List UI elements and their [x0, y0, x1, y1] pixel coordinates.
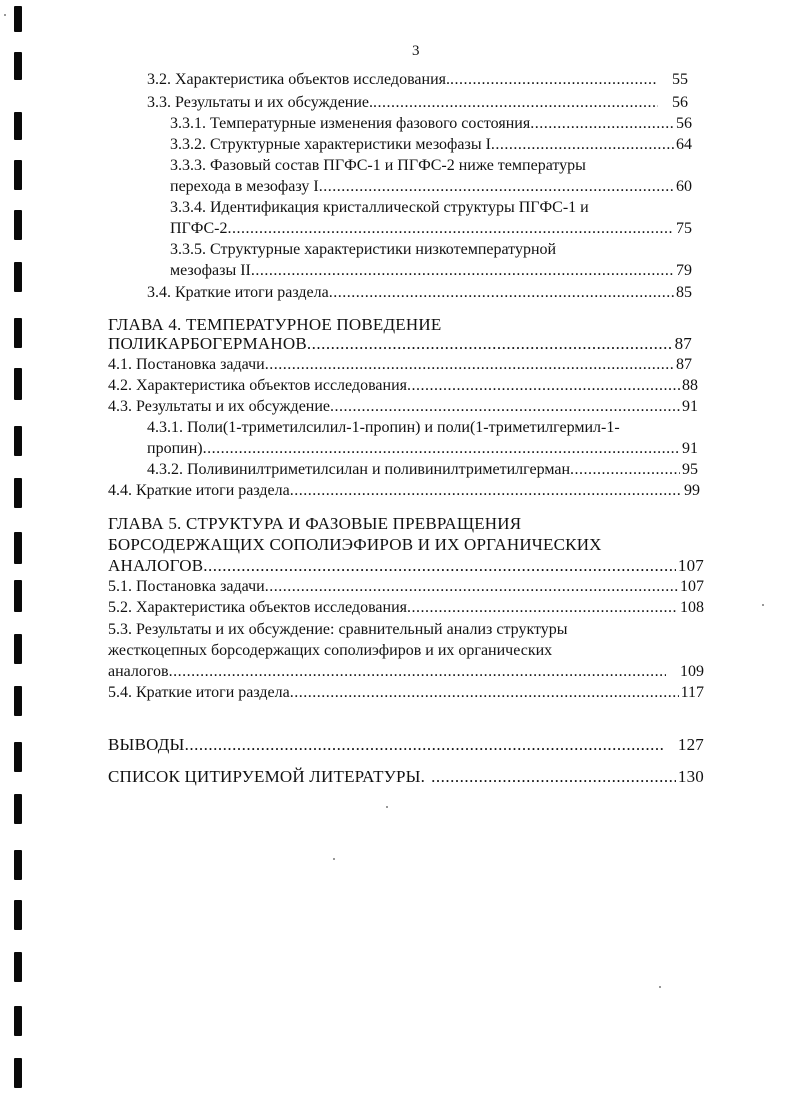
- toc-entry: [108, 661, 704, 682]
- dot-leader: [425, 766, 676, 787]
- toc-entry-page: 55: [672, 71, 688, 88]
- toc-entry-line1: 4.3.1. Поли(1-триметилсилил-1-пропин) и поли(1-триметилгермил-1-: [147, 419, 620, 436]
- chapter-heading-line1: ГЛАВА 4. ТЕМПЕРАТУРНОЕ ПОВЕДЕНИЕ: [108, 315, 442, 334]
- toc-entry-title: ПОЛИКАРБОГЕРМАНОВ: [108, 334, 307, 353]
- dot-leader: [203, 438, 680, 459]
- toc-entry-line1: 3.3.5. Структурные характеристики низкотемпературной: [170, 241, 557, 258]
- toc-entry: [147, 92, 688, 113]
- chapter-heading-line1: ГЛАВА 5. СТРУКТУРА И ФАЗОВЫЕ ПРЕВРАЩЕНИЯ: [108, 514, 522, 533]
- dot-leader: [290, 682, 679, 703]
- toc-entry-page: 91: [682, 440, 698, 457]
- toc-entry: [108, 734, 704, 755]
- toc-entry-title: ВЫВОДЫ: [108, 735, 185, 754]
- toc-entry: [108, 555, 704, 576]
- toc-entry-page: 91: [682, 398, 698, 415]
- toc-entry: [147, 438, 698, 459]
- toc-entry-page: 56: [672, 94, 688, 111]
- toc-entry-title: ПГФС-2: [170, 220, 228, 237]
- toc-entry-title: пропин): [147, 440, 203, 457]
- dot-leader: [169, 661, 666, 682]
- toc-entry-title: 4.4. Краткие итоги раздела: [108, 482, 290, 499]
- toc-entry-page: 79: [676, 262, 692, 279]
- toc-entry: [108, 480, 700, 501]
- toc-entry-title: 4.2. Характеристика объектов исследования: [108, 377, 407, 394]
- toc-entry-page: 85: [676, 284, 692, 301]
- toc-entry-page: 60: [676, 178, 692, 195]
- toc-entry-page: 87: [676, 356, 692, 373]
- toc-entry-title: 4.3. Результаты и их обсуждение: [108, 398, 331, 415]
- toc-entry-page: 107: [680, 578, 704, 595]
- dot-leader: [450, 69, 658, 90]
- toc-entry: [108, 354, 692, 375]
- toc-entry-page: 127: [677, 735, 704, 754]
- dot-leader: [251, 260, 674, 281]
- toc-entry: [170, 113, 692, 134]
- toc-entry: [108, 576, 704, 597]
- toc-entry-page: 130: [677, 767, 704, 786]
- chapter-heading-line2: БОРСОДЕРЖАЩИХ СОПОЛИЭФИРОВ И ИХ ОРГАНИЧЕСКИХ: [108, 535, 602, 554]
- toc-entry-title: 4.1. Постановка задачи: [108, 356, 265, 373]
- toc-entry-title: 3.3.1. Температурные изменения фазового состояния: [170, 115, 531, 132]
- toc-entry: [147, 459, 698, 480]
- toc-entry-line1: 3.3.3. Фазовый состав ПГФС-1 и ПГФС-2 ниже температуры: [170, 157, 586, 174]
- toc-entry: [108, 396, 698, 417]
- toc-entry-title: 3.2. Характеристика объектов исследования.: [147, 71, 450, 88]
- toc-entry-page: 107: [677, 556, 704, 575]
- toc-entry-title: 5.2. Характеристика объектов исследования: [108, 599, 407, 616]
- toc-entry-line1: 5.3. Результаты и их обсуждение: сравнительный анализ структуры: [108, 621, 568, 638]
- toc-entry-page: 95: [682, 461, 698, 478]
- toc-entry: [147, 282, 692, 303]
- dot-leader: [407, 375, 680, 396]
- toc-entry-line2: жесткоцепных борсодержащих сополиэфиров и их органических: [108, 642, 553, 659]
- toc-entry-title: мезофазы II: [170, 262, 251, 279]
- toc-entry-page: 117: [680, 684, 704, 701]
- page-number: 3: [412, 43, 420, 59]
- dot-leader: [330, 396, 680, 417]
- toc-entry-title: 3.3. Результаты и их обсуждение.: [147, 94, 374, 111]
- toc-entry: [108, 682, 704, 703]
- toc-entry-title: перехода в мезофазу I: [170, 178, 319, 195]
- dot-leader: [319, 176, 674, 197]
- toc-entry-page: 88: [682, 377, 698, 394]
- dot-leader: [570, 459, 680, 480]
- toc-entry-page: 56: [676, 115, 692, 132]
- toc-entry-title: аналогов: [108, 663, 169, 680]
- toc-entry-page: 99: [684, 482, 700, 499]
- toc-entry-title: 4.3.2. Поливинилтриметилсилан и поливинилтриметилгерман: [147, 461, 571, 478]
- dot-leader: [307, 333, 673, 354]
- dot-leader: [227, 218, 674, 239]
- dot-leader: [290, 480, 682, 501]
- toc-entry: [170, 176, 692, 197]
- toc-entry-title: СПИСОК ЦИТИРУЕМОЙ ЛИТЕРАТУРЫ.: [108, 767, 426, 786]
- toc-entry-title: АНАЛОГОВ: [108, 556, 204, 575]
- toc-entry: [108, 375, 698, 396]
- dot-leader: [185, 734, 664, 755]
- toc-entry-title: 3.4. Краткие итоги раздела: [147, 284, 329, 301]
- toc-entry: [108, 766, 704, 787]
- toc-entry: [170, 134, 692, 155]
- toc-entry-page: 87: [674, 334, 692, 353]
- dot-leader: [491, 134, 674, 155]
- toc-entry-title: 3.3.2. Структурные характеристики мезофазы I: [170, 136, 491, 153]
- toc-entry-page: 64: [676, 136, 692, 153]
- toc-entry: [108, 597, 704, 618]
- toc-entry-page: 108: [680, 599, 704, 616]
- toc-entry-line1: 3.3.4. Идентификация кристаллической структуры ПГФС-1 и: [170, 199, 589, 216]
- toc-entry: [108, 333, 692, 354]
- dot-leader: [265, 354, 674, 375]
- toc-entry: [147, 69, 688, 90]
- dot-leader: [203, 555, 676, 576]
- dot-leader: [329, 282, 674, 303]
- toc-entry: [170, 218, 692, 239]
- toc-entry-page: 75: [676, 220, 692, 237]
- dot-leader: [265, 576, 678, 597]
- toc-entry-title: 5.4. Краткие итоги раздела: [108, 684, 290, 701]
- toc-entry-title: 5.1. Постановка задачи: [108, 578, 265, 595]
- dot-leader: [407, 597, 678, 618]
- dot-leader: [373, 92, 658, 113]
- toc-entry-page: 109: [680, 663, 704, 680]
- dot-leader: [530, 113, 674, 134]
- toc-entry: [170, 260, 692, 281]
